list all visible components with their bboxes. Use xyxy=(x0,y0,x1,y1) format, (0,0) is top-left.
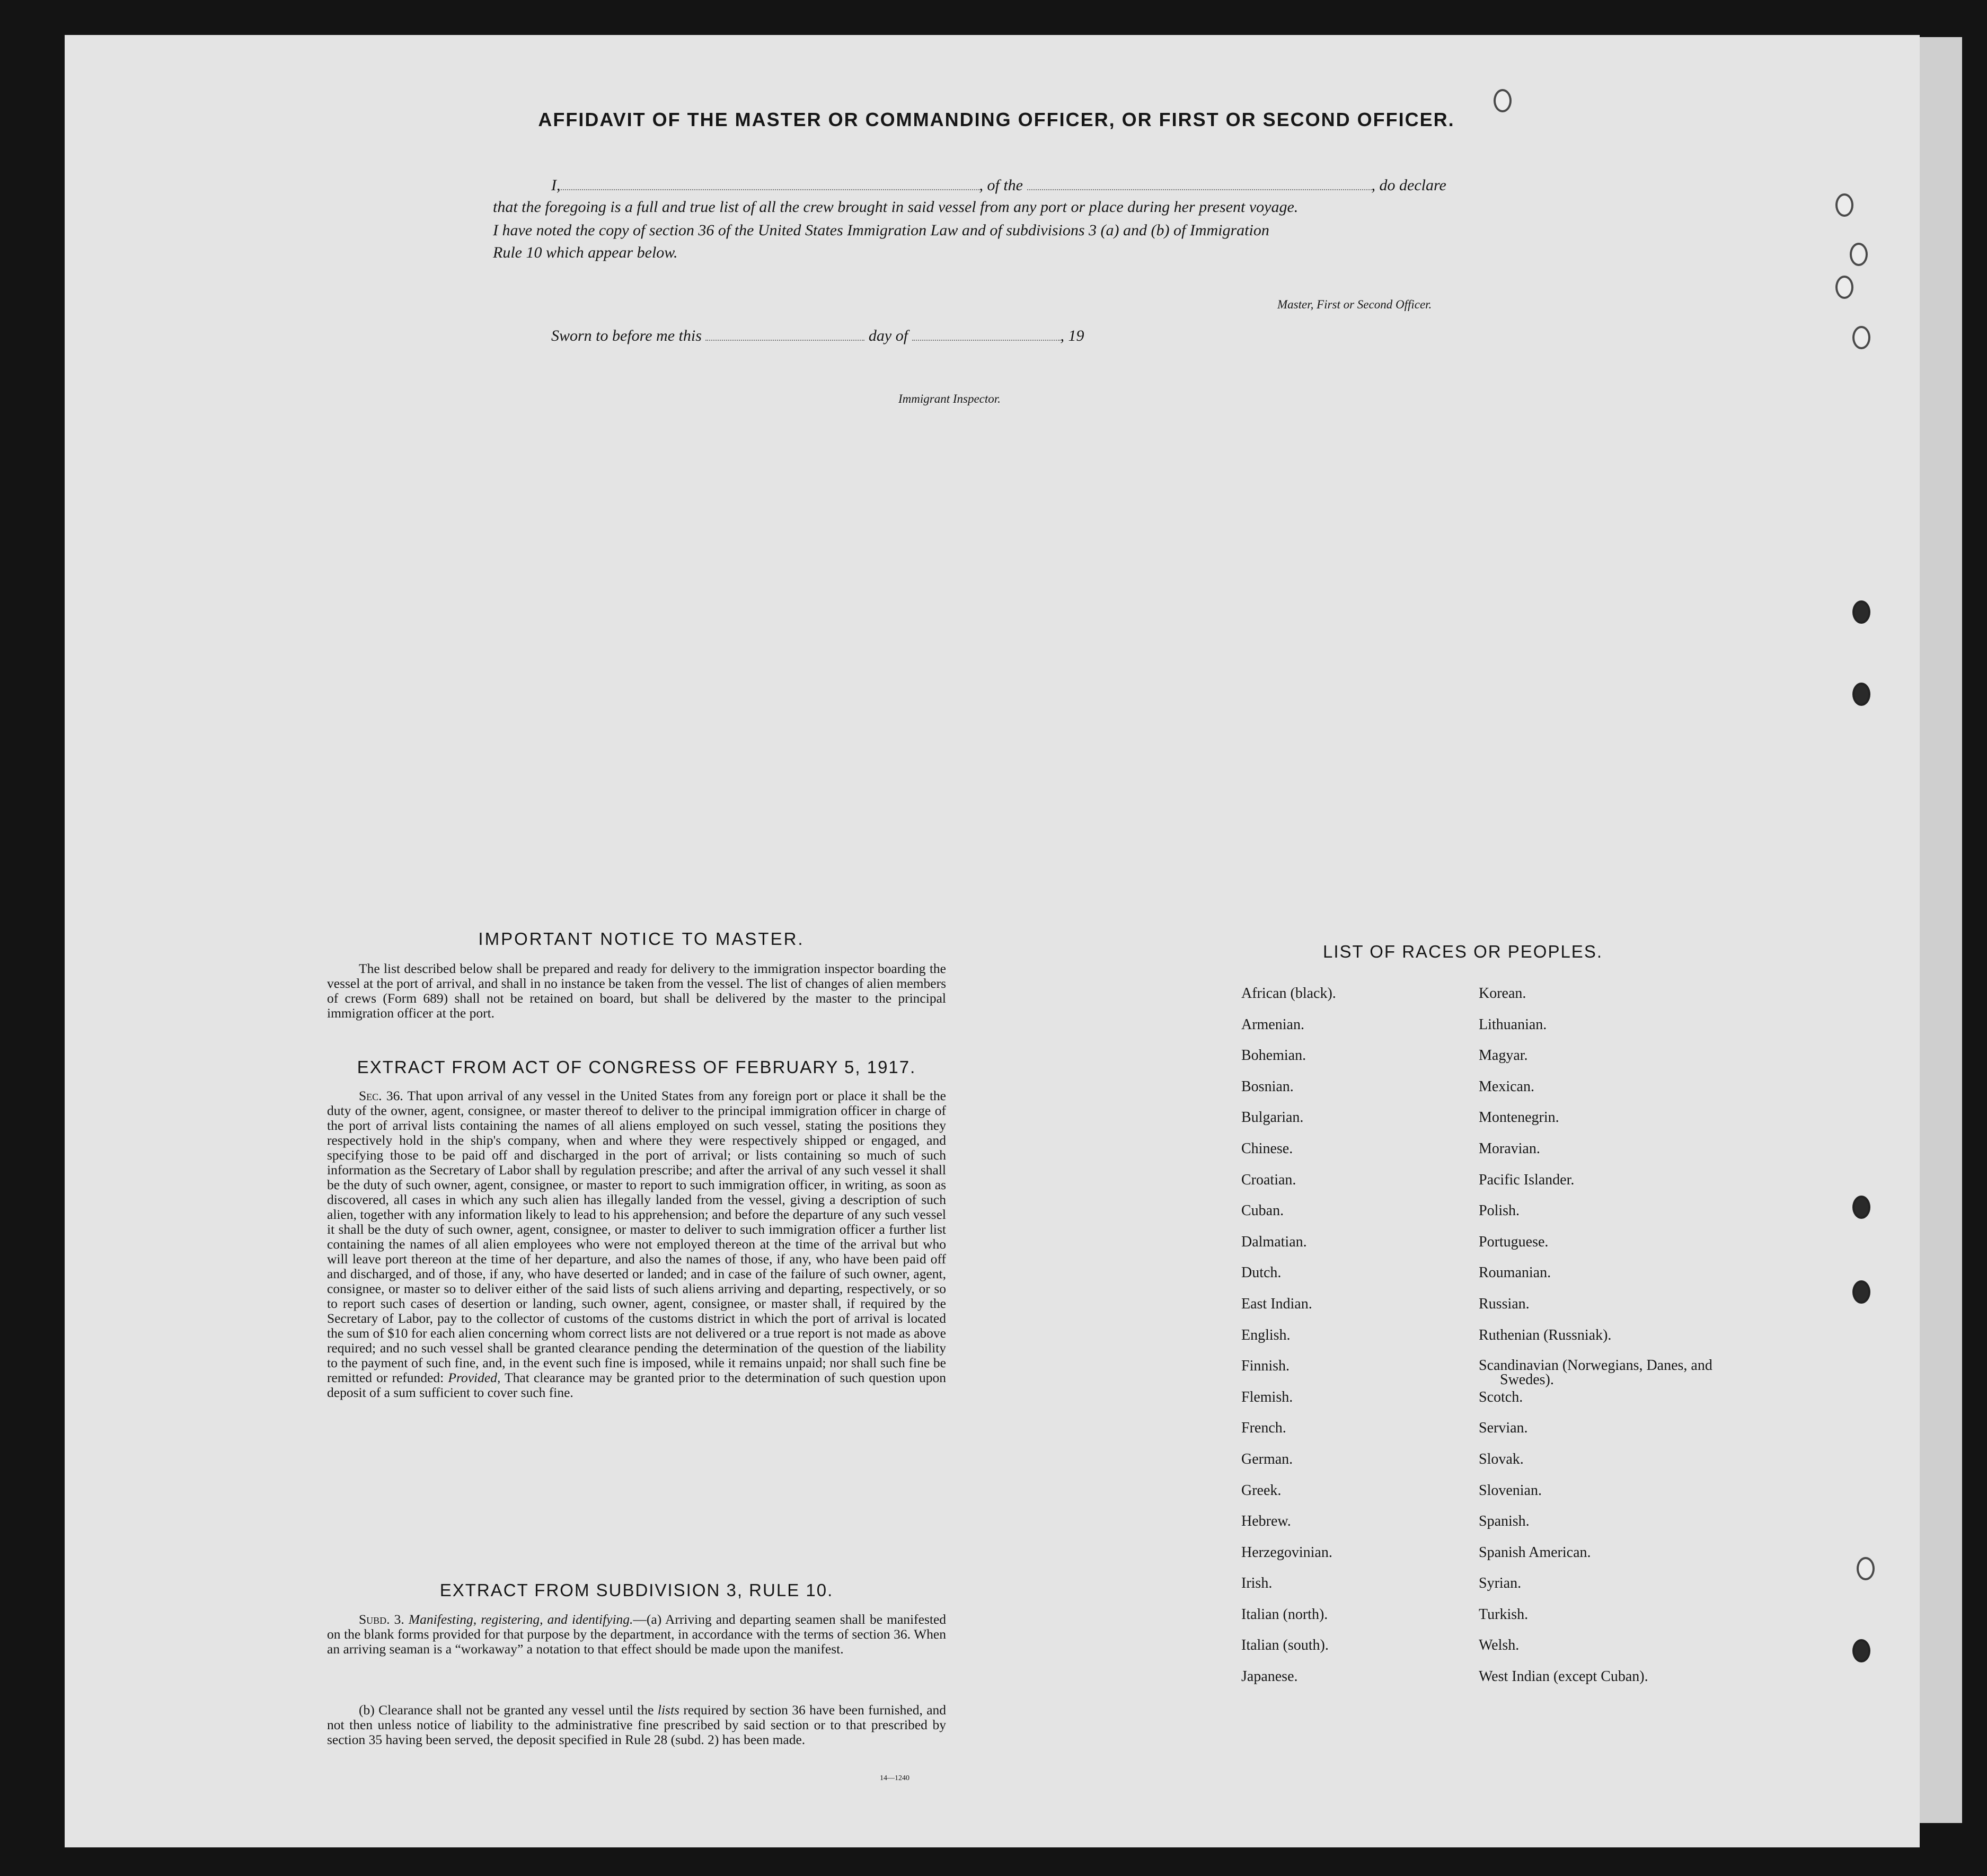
affidavit-line-4: Rule 10 which appear below. xyxy=(493,244,678,261)
sworn-line xyxy=(551,327,1084,345)
rule-extract-title: EXTRACT FROM SUBDIVISION 3, RULE 10. xyxy=(439,1580,834,1600)
race-item: Slovenian. xyxy=(1479,1482,1542,1499)
race-item: Mexican. xyxy=(1479,1078,1534,1095)
rule-b-label: (b) xyxy=(359,1702,375,1718)
race-item: Bulgarian. xyxy=(1241,1109,1304,1126)
race-item: Spanish American. xyxy=(1479,1544,1591,1561)
inspector-label: Immigrant Inspector. xyxy=(898,392,1001,405)
sworn-day-label: day of xyxy=(868,327,908,344)
affidavit-declare: , do declare xyxy=(1371,176,1446,194)
vessel-name-field[interactable] xyxy=(1027,176,1372,190)
binder-hole xyxy=(1852,683,1870,706)
rule-b-text-1: Clearance shall not be granted any vessel until the xyxy=(378,1702,654,1718)
race-item: Hebrew. xyxy=(1241,1513,1291,1530)
act-extract-body xyxy=(327,1089,946,1400)
rule-b-lists: lists xyxy=(657,1702,679,1718)
sworn-prefix: Sworn to before me this xyxy=(551,327,702,344)
race-item: Russian. xyxy=(1479,1295,1530,1312)
race-item: Polish. xyxy=(1479,1202,1520,1219)
race-item: Welsh. xyxy=(1479,1637,1520,1654)
act-proviso-label: Provided, xyxy=(448,1370,501,1385)
race-item: West Indian (except Cuban). xyxy=(1479,1668,1648,1685)
race-item: Scandinavian (Norwegians, Danes, and Swedes). xyxy=(1479,1357,1712,1388)
race-item: Moravian. xyxy=(1479,1140,1540,1157)
race-item: Dutch. xyxy=(1241,1264,1282,1281)
races-right-column xyxy=(1479,986,1733,1700)
race-item: Herzegovinian. xyxy=(1241,1544,1332,1561)
race-item: Slovak. xyxy=(1479,1450,1524,1467)
sworn-month-field[interactable] xyxy=(912,327,1061,341)
act-proviso-text: That clearance may be granted prior to the determination of such question upon deposit of a sum sufficient to cover such fine. xyxy=(327,1370,947,1400)
binder-hole xyxy=(1852,1639,1870,1662)
rule-subd-a xyxy=(327,1612,946,1657)
race-item: Dalmatian. xyxy=(1241,1233,1307,1250)
binder-hole xyxy=(1857,1557,1875,1580)
race-item: Pacific Islander. xyxy=(1479,1171,1575,1188)
notice-title: IMPORTANT NOTICE TO MASTER. xyxy=(478,929,805,949)
race-item: Finnish. xyxy=(1241,1358,1290,1375)
race-item: Montenegrin. xyxy=(1479,1109,1559,1126)
race-item: Servian. xyxy=(1479,1420,1528,1437)
races-left-column xyxy=(1241,986,1496,1700)
race-item: East Indian. xyxy=(1241,1295,1312,1312)
race-item: Spanish. xyxy=(1479,1513,1530,1530)
race-item: Armenian. xyxy=(1241,1016,1304,1033)
race-item: Italian (north). xyxy=(1241,1606,1328,1623)
binder-hole xyxy=(1852,600,1870,624)
form-number: 14—1240 xyxy=(880,1774,909,1782)
rule-b-text-2: required by section 36 have been furnished, and not then unless notice of liability to the administrative fine prescribed by said section or to that prescribed by section 35 having been served, the deposit specified in Rule 28 (subd. 2) has been made. xyxy=(327,1702,947,1747)
race-item: German. xyxy=(1241,1450,1293,1467)
master-name-field[interactable] xyxy=(561,176,979,190)
race-item: Japanese. xyxy=(1241,1668,1298,1685)
rule-a-text: Arriving and departing seamen shall be manifested on the blank forms provided for that purpose by the department, in accordance with the terms of section 36. When an arriving seaman is a “workaway” a notation to that effect should be made upon the manifest. xyxy=(327,1612,947,1657)
race-item: African (black). xyxy=(1241,985,1336,1002)
act-section-text: That upon arrival of any vessel in the United States from any foreign port or place it shall be the duty of the owner, agent, consignee, or master thereof to deliver to the principal immigration officer in charge of the port of arrival lists containing the names of all aliens employed on such vessel, stating the positions they respectively hold in the ship's company, when and where they were respectively shipped or engaged, and specifying those to be paid off and discharged in the port of arrival; or lists containing so much of such information as the Secretary of Labor shall by regulation prescribe; and after the arrival of any such vessel it shall be the duty of such owner, agent, consignee, or master to report to such immigration officer, in writing, as soon as discovered, all cases in which any such alien has illegally landed from the vessel, giving a description of such alien, together with any information likely to lead to his apprehension; and before the departure of any such vessel it shall be the duty of such owner, agent, consignee, or master to deliver to such immigration officer a further list containing the names of all alien employees who were not employed thereon at the time of the arrival but who will leave port thereon at the time of her departure, and also the names of those, if any, who have been paid off and discharged, and of those, if any, who have deserted or landed; and in case of the failure of such owner, agent, consignee, or master so to deliver either of the said lists of such aliens arriving and departing, respectively, or so to report such cases of desertion or landing, such owner, agent, consignee, or master shall, if required by the Secretary of Labor, pay to the collector of customs of the customs district in which the port of arrival is located the sum of $10 for each alien concerning whom correct lists are not delivered or a true report is not made as above required; and no such vessel shall be granted clearance pending the determination of the question of the liability to the payment of such fine, and, in the event such fine is imposed, while it remains unpaid; nor shall such fine be remitted or refunded: xyxy=(327,1088,946,1385)
rule-subd-b xyxy=(327,1703,946,1747)
race-item: Turkish. xyxy=(1479,1606,1529,1623)
notice-body: The list described below shall be prepared and ready for delivery to the immigration inspector boarding the vessel at the port of arrival, and shall in no instance be taken from the vessel. The list of changes of alien members of crews (Form 689) shall not be retained on board, but shall be delivered by the master to the principal immigration officer at the port. xyxy=(327,961,946,1021)
binder-hole xyxy=(1835,193,1853,217)
race-item: Cuban. xyxy=(1241,1202,1284,1219)
page-edge-strip xyxy=(1920,37,1962,1823)
binder-hole xyxy=(1852,1280,1870,1304)
race-item: Greek. xyxy=(1241,1482,1282,1499)
signature-label: Master, First or Second Officer. xyxy=(1277,298,1432,311)
sworn-day-field[interactable] xyxy=(705,327,864,341)
race-item: Chinese. xyxy=(1241,1140,1293,1157)
affidavit-line-2: that the foregoing is a full and true list of all the crew brought in said vessel from any port or place during her present voyage. xyxy=(493,198,1299,216)
race-item: Croatian. xyxy=(1241,1171,1296,1188)
race-item: Korean. xyxy=(1479,985,1526,1002)
rule-subd-heading: Manifesting, registering, and identifying. xyxy=(408,1612,633,1627)
act-section-label: Sec. 36. xyxy=(359,1088,403,1103)
race-item: Syrian. xyxy=(1479,1575,1522,1592)
race-item: Flemish. xyxy=(1241,1388,1293,1405)
race-item: English. xyxy=(1241,1326,1291,1343)
act-extract-title: EXTRACT FROM ACT OF CONGRESS OF FEBRUARY 5, 1917. xyxy=(357,1057,916,1077)
race-item: Italian (south). xyxy=(1241,1637,1329,1654)
affidavit-title: AFFIDAVIT OF THE MASTER OR COMMANDING OFFICER, OR FIRST OR SECOND OFFICER. xyxy=(538,109,1455,130)
affidavit-line-1 xyxy=(551,176,1446,194)
binder-hole xyxy=(1852,1196,1870,1219)
race-item: Ruthenian (Russniak). xyxy=(1479,1326,1612,1343)
race-item: Lithuanian. xyxy=(1479,1016,1547,1033)
affidavit-i: I, xyxy=(551,176,561,194)
race-item: Portuguese. xyxy=(1479,1233,1549,1250)
race-item: Magyar. xyxy=(1479,1047,1528,1064)
rule-subd-label: Subd. 3. xyxy=(359,1612,404,1627)
sworn-year: , 19 xyxy=(1060,327,1084,344)
binder-hole xyxy=(1835,276,1853,299)
binder-hole xyxy=(1850,243,1868,266)
races-title: LIST OF RACES OR PEOPLES. xyxy=(1322,942,1603,961)
race-item: Scotch. xyxy=(1479,1388,1523,1405)
affidavit-line-3: I have noted the copy of section 36 of the United States Immigration Law and of subdivisions 3 (a) and (b) of Immigration xyxy=(493,222,1269,239)
race-item: French. xyxy=(1241,1420,1286,1437)
race-item: Irish. xyxy=(1241,1575,1273,1592)
race-item: Bosnian. xyxy=(1241,1078,1294,1095)
race-item: Roumanian. xyxy=(1479,1264,1551,1281)
affidavit-of-the: , of the xyxy=(979,176,1023,194)
rule-a-label: —(a) xyxy=(633,1612,662,1627)
binder-hole xyxy=(1852,326,1870,349)
race-item: Bohemian. xyxy=(1241,1047,1306,1064)
